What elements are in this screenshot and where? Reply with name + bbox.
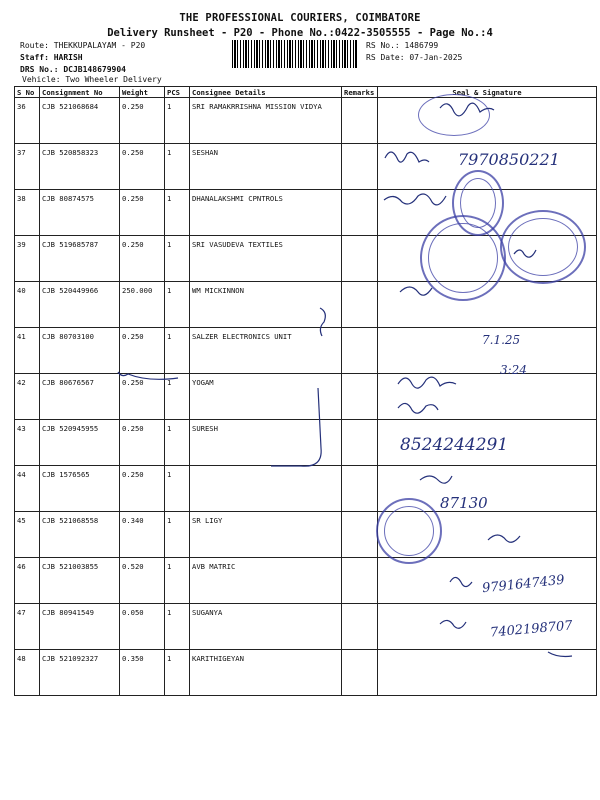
row-weight: 0.350: [120, 650, 165, 696]
row-pcs: 1: [165, 236, 190, 282]
handwritten-number: 87130: [440, 494, 488, 512]
col-sno: S No: [15, 87, 40, 98]
row-consignee: DHANALAKSHMI CPNTROLS: [190, 190, 342, 236]
row-weight: 0.520: [120, 558, 165, 604]
row-consignee: SRI RAMAKRRISHNA MISSION VIDYA: [190, 98, 342, 144]
row-pcs: 1: [165, 650, 190, 696]
row-consignment-no: CJB 80676567: [40, 374, 120, 420]
row-pcs: 1: [165, 420, 190, 466]
row-sno: 36: [15, 98, 40, 144]
row-sno: 44: [15, 466, 40, 512]
row-consignee: KARITHIGEYAN: [190, 650, 342, 696]
row-weight: 250.000: [120, 282, 165, 328]
vehicle-label: Vehicle: Two Wheeler Delivery: [22, 75, 162, 84]
company-title: THE PROFESSIONAL COURIERS, COIMBATORE: [179, 12, 421, 24]
row-sno: 45: [15, 512, 40, 558]
row-weight: 0.250: [120, 466, 165, 512]
handwritten-phone: 7970850221: [458, 150, 560, 169]
row-pcs: 1: [165, 558, 190, 604]
row-weight: 0.250: [120, 374, 165, 420]
handwritten-phone: 7402198707: [489, 618, 574, 641]
row-consignee: AVB MATRIC: [190, 558, 342, 604]
row-consignment-no: CJB 520858323: [40, 144, 120, 190]
handwritten-phone: 8524244291: [400, 435, 509, 455]
row-sno: 46: [15, 558, 40, 604]
row-sno: 37: [15, 144, 40, 190]
row-weight: 0.050: [120, 604, 165, 650]
row-pcs: 1: [165, 144, 190, 190]
route-label: Route: THEKKUPALAYAM - P20: [20, 41, 146, 50]
row-sno: 42: [15, 374, 40, 420]
row-weight: 0.250: [120, 190, 165, 236]
row-consignment-no: CJB 80874575: [40, 190, 120, 236]
rs-number: RS No.: 1486799: [366, 41, 439, 50]
col-pcs: PCS: [165, 87, 190, 98]
row-pcs: 1: [165, 512, 190, 558]
runsheet-title: Delivery Runsheet - P20 - Phone No.:0422-3505555 - Page No.:4: [107, 27, 493, 39]
row-consignment-no: CJB 80703100: [40, 328, 120, 374]
row-pcs: 1: [165, 604, 190, 650]
row-weight: 0.250: [120, 144, 165, 190]
row-consignee: SUGANYA: [190, 604, 342, 650]
row-consignment-no: CJB 521068558: [40, 512, 120, 558]
row-pcs: 1: [165, 190, 190, 236]
row-consignee: SRI VASUDEVA TEXTILES: [190, 236, 342, 282]
row-pcs: 1: [165, 328, 190, 374]
row-consignment-no: CJB 520449966: [40, 282, 120, 328]
row-consignment-no: CJB 521092327: [40, 650, 120, 696]
row-sno: 38: [15, 190, 40, 236]
row-pcs: 1: [165, 466, 190, 512]
row-consignee: WM MICKINNON: [190, 282, 342, 328]
rs-date: RS Date: 07-Jan-2025: [366, 53, 463, 62]
row-consignment-no: CJB 521003855: [40, 558, 120, 604]
row-consignee: SR LIGY: [190, 512, 342, 558]
row-consignment-no: CJB 520945955: [40, 420, 120, 466]
row-sno: 48: [15, 650, 40, 696]
row-consignee: SESHAN: [190, 144, 342, 190]
handwritten-phone: 9791647439: [481, 572, 566, 597]
row-sno: 41: [15, 328, 40, 374]
row-weight: 0.250: [120, 420, 165, 466]
col-weight: Weight: [120, 87, 165, 98]
handwritten-date: 7.1.25: [482, 333, 521, 347]
col-signature: Seal & Signature: [378, 87, 597, 98]
row-sno: 39: [15, 236, 40, 282]
col-consignee: Consignee Details: [190, 87, 342, 98]
drs-label: DRS No.: DCJB148679904: [20, 65, 126, 74]
row-weight: 0.340: [120, 512, 165, 558]
row-weight: 0.250: [120, 236, 165, 282]
row-consignment-no: CJB 1576565: [40, 466, 120, 512]
handwritten-time: 3:24: [500, 363, 527, 377]
row-sno: 43: [15, 420, 40, 466]
row-weight: 0.250: [120, 328, 165, 374]
row-consignment-no: CJB 80941549: [40, 604, 120, 650]
row-consignment-no: CJB 519685787: [40, 236, 120, 282]
row-consignment-no: CJB 521068684: [40, 98, 120, 144]
row-consignee: SALZER ELECTRONICS UNIT: [190, 328, 342, 374]
row-consignee: YOGAM: [190, 374, 342, 420]
staff-label: Staff: HARISH: [20, 53, 83, 62]
row-pcs: 1: [165, 282, 190, 328]
row-consignee: SURESH: [190, 420, 342, 466]
row-sno: 47: [15, 604, 40, 650]
row-pcs: 1: [165, 98, 190, 144]
row-pcs: 1: [165, 374, 190, 420]
col-remarks: Remarks: [342, 87, 378, 98]
row-sno: 40: [15, 282, 40, 328]
row-weight: 0.250: [120, 98, 165, 144]
col-consignment: Consignment No: [40, 87, 120, 98]
